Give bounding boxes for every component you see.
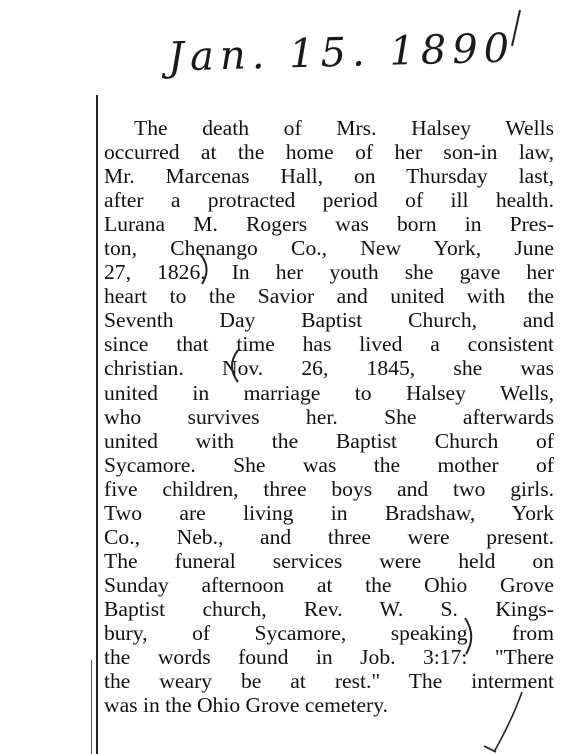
- article-line: Sunday afternoon at the Ohio Grove: [104, 572, 554, 597]
- pen-bracket-mark: [462, 616, 478, 656]
- article-line: 27, 1826. In her youth she gave her: [104, 260, 554, 285]
- article-line: who survives her. She afterwards: [104, 404, 554, 429]
- article-line: The death of Mrs. Halsey Wells: [134, 116, 554, 140]
- article-line: united with the Baptist Church of: [104, 428, 554, 453]
- article-line: after a protracted period of ill health.: [104, 188, 554, 213]
- article-line: bury, of Sycamore, speaking from: [104, 620, 554, 645]
- clipping-edge-lower: [91, 660, 92, 754]
- article-line: The funeral services were held on: [104, 548, 554, 573]
- article-line: united in marriage to Halsey Wells,: [104, 380, 554, 405]
- article-line: the weary be at rest." The interment: [104, 669, 554, 694]
- pen-bracket-mark: [224, 348, 242, 384]
- obituary-article: [104, 116, 554, 717]
- article-line: the words found in Job. 3:17: "There: [104, 645, 554, 670]
- handwritten-date: Jan. 15. 1890: [167, 25, 516, 81]
- article-line: Lurana M. Rogers was born in Pres-: [104, 212, 554, 237]
- article-line: Mr. Marcenas Hall, on Thursday last,: [104, 164, 554, 189]
- article-line: Baptist church, Rev. W. S. Kings-: [104, 596, 554, 621]
- article-line: was in the Ohio Grove cemetery.: [104, 693, 389, 718]
- article-line: heart to the Savior and united with the: [104, 284, 554, 309]
- article-line: Co., Neb., and three were present.: [104, 524, 554, 549]
- article-line: since that time has lived a consistent: [104, 332, 554, 357]
- article-line: five children, three boys and two girls.: [104, 476, 554, 501]
- article-line: Two are living in Bradshaw, York: [104, 500, 554, 525]
- article-line: occurred at the home of her son-in law,: [104, 140, 554, 165]
- clipping-edge: [96, 95, 98, 754]
- article-line: christian. Nov. 26, 1845, she was: [104, 356, 554, 381]
- pen-stroke-mark: [498, 8, 528, 48]
- pen-stroke-mark: [482, 690, 532, 754]
- pen-bracket-mark: [196, 252, 216, 286]
- article-line: Sycamore. She was the mother of: [104, 452, 554, 477]
- article-line: ton, Chenango Co., New York, June: [104, 236, 554, 261]
- article-line: Seventh Day Baptist Church, and: [104, 308, 554, 333]
